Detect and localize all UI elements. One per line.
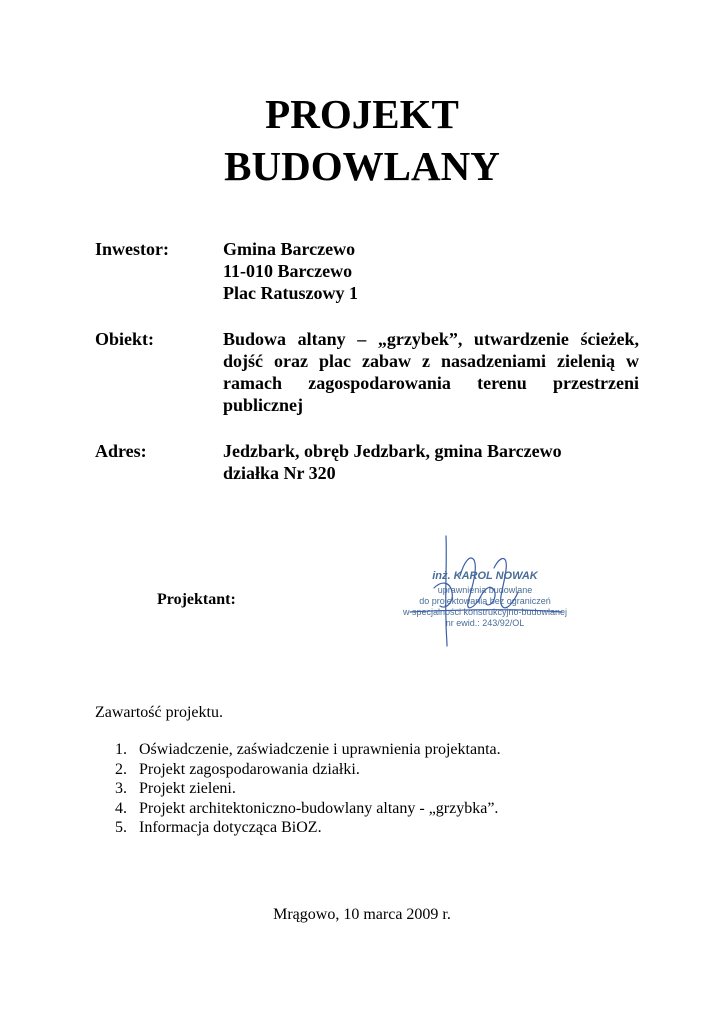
object-line-4: publicznej (223, 395, 304, 415)
designer-label: Projektant: (157, 591, 236, 608)
investor-line-3: Plac Ratuszowy 1 (223, 283, 358, 303)
investor-line-2: 11-010 Barczewo (223, 261, 353, 281)
stamp-line-3: w specjalności konstrukcyjno-budowlanej (402, 607, 568, 617)
address-label: Adres: (95, 441, 147, 461)
investor-line-1: Gmina Barczewo (223, 239, 356, 259)
designer-stamp (390, 532, 580, 650)
list-item (115, 760, 501, 780)
stamp-line-2: do projektowania bez ograniczeń (419, 596, 551, 606)
list-item-text: Projekt zagospodarowania działki. (139, 760, 360, 778)
list-item-text: Oświadczenie, zaświadczenie i uprawnienia projektanta. (139, 741, 501, 758)
object-line-1: Budowa altany – „grzybek”, utwardzenie ścieżek, (223, 329, 639, 349)
object-value (223, 328, 639, 416)
list-item-number: 1. (115, 741, 127, 758)
object-label: Obiekt: (95, 329, 155, 349)
list-item-number: 5. (115, 819, 127, 836)
stamp-line-1: uprawnienia budowlane (437, 585, 533, 595)
list-item-text: Informacja dotycząca BiOZ. (139, 819, 322, 836)
list-item (115, 799, 501, 819)
address-line-1: Jedzbark, obręb Jedzbark, gmina Barczewo (223, 441, 562, 461)
contents-title: Zawartość projektu. (95, 704, 223, 721)
list-item (115, 779, 501, 799)
address-value (223, 440, 639, 484)
list-item-number: 2. (115, 760, 127, 778)
investor-label: Inwestor: (95, 239, 169, 259)
list-item (115, 818, 501, 838)
list-item (115, 740, 501, 760)
object-line-3: ramach zagospodarowania terenu przestrzeni (223, 373, 639, 393)
document-title-line-2: BUDOWLANY (224, 143, 500, 189)
investor-value (223, 238, 639, 304)
stamp-name: inż. KAROL NOWAK (432, 570, 538, 582)
list-item-number: 3. (115, 780, 127, 797)
address-line-2: działka Nr 320 (223, 463, 336, 483)
handwritten-signature (390, 532, 580, 650)
object-line-2: dojść oraz plac zabaw z nasadzeniami zielenią w (223, 351, 639, 371)
list-item-number: 4. (115, 799, 127, 817)
contents-list (115, 740, 501, 838)
list-item-text: Projekt zieleni. (139, 780, 236, 797)
stamp-line-4: nr ewid.: 243/92/OL (445, 618, 525, 628)
list-item-text: Projekt architektoniczno-budowlany altany - „grzybka”. (139, 799, 499, 817)
place-and-date: Mrągowo, 10 marca 2009 r. (273, 906, 451, 923)
document-title-line-1: PROJEKT (265, 91, 459, 137)
